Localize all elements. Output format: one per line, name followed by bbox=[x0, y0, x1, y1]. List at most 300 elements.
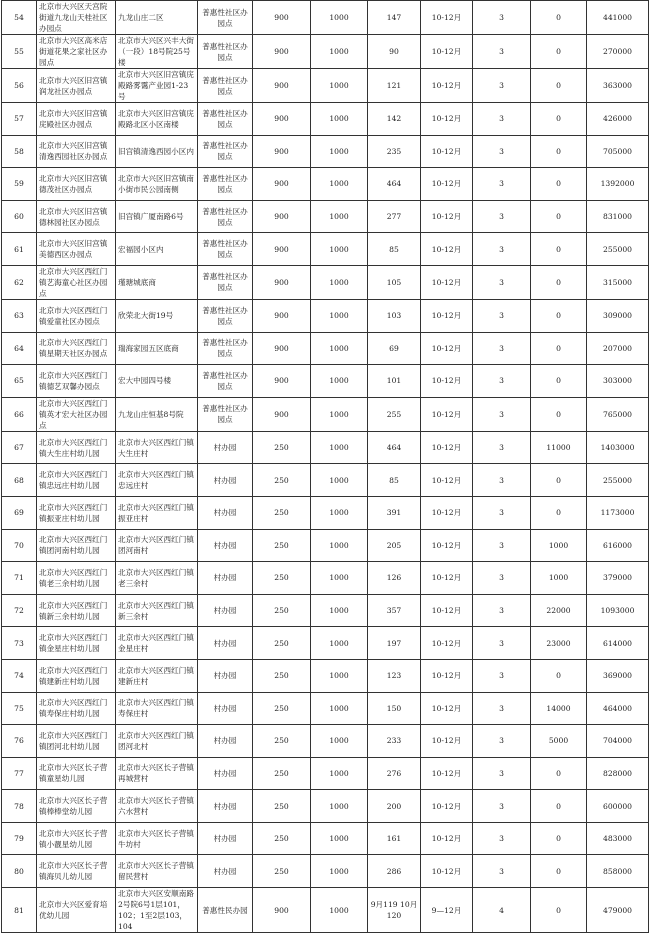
cell-cap: 1000 bbox=[311, 562, 368, 595]
cell-total: 255000 bbox=[587, 464, 649, 497]
subsidy-table bbox=[1, 0, 649, 933]
cell-subsidy: 0 bbox=[531, 822, 587, 855]
cell-total: 309000 bbox=[587, 299, 649, 332]
cell-period: 10-12月 bbox=[421, 397, 473, 431]
cell-fee: 250 bbox=[253, 692, 311, 725]
cell-fee: 250 bbox=[253, 431, 311, 464]
cell-cap: 1000 bbox=[311, 496, 368, 529]
cell-enroll: 205 bbox=[368, 529, 421, 562]
table-row bbox=[2, 103, 649, 136]
cell-type: 村办园 bbox=[198, 659, 253, 692]
cell-type: 普惠性社区办园点 bbox=[198, 168, 253, 201]
cell-name: 北京市大兴区长子营镇海贝儿幼儿园 bbox=[37, 855, 116, 888]
cell-no: 65 bbox=[2, 365, 37, 398]
cell-name: 北京市大兴区西红门镇寿保庄村幼儿园 bbox=[37, 692, 116, 725]
cell-period: 10-12月 bbox=[421, 35, 473, 69]
table-row bbox=[2, 332, 649, 365]
cell-period: 10-12月 bbox=[421, 135, 473, 168]
cell-subsidy: 1000 bbox=[531, 529, 587, 562]
cell-months: 3 bbox=[473, 431, 531, 464]
cell-cap: 1000 bbox=[311, 855, 368, 888]
cell-type: 普惠性社区办园点 bbox=[198, 69, 253, 103]
cell-no: 79 bbox=[2, 822, 37, 855]
cell-no: 64 bbox=[2, 332, 37, 365]
cell-address: 旧宫镇清逸西园小区内 bbox=[116, 135, 198, 168]
cell-period: 10-12月 bbox=[421, 233, 473, 266]
cell-fee: 900 bbox=[253, 69, 311, 103]
cell-address: 北京市大兴区长子营镇牛坊村 bbox=[116, 822, 198, 855]
cell-fee: 250 bbox=[253, 659, 311, 692]
cell-total: 369000 bbox=[587, 659, 649, 692]
cell-enroll: 161 bbox=[368, 822, 421, 855]
cell-fee: 250 bbox=[253, 725, 311, 758]
cell-total: 441000 bbox=[587, 1, 649, 35]
cell-cap: 1000 bbox=[311, 822, 368, 855]
cell-period: 10-12月 bbox=[421, 431, 473, 464]
cell-enroll: 103 bbox=[368, 299, 421, 332]
cell-enroll: 464 bbox=[368, 431, 421, 464]
cell-subsidy: 0 bbox=[531, 69, 587, 103]
cell-period: 10-12月 bbox=[421, 103, 473, 136]
table-row bbox=[2, 69, 649, 103]
cell-address: 宏福园小区内 bbox=[116, 233, 198, 266]
cell-fee: 900 bbox=[253, 332, 311, 365]
cell-no: 68 bbox=[2, 464, 37, 497]
cell-enroll: 200 bbox=[368, 790, 421, 823]
cell-cap: 1000 bbox=[311, 1, 368, 35]
table-row bbox=[2, 888, 649, 933]
cell-period: 10-12月 bbox=[421, 594, 473, 627]
cell-fee: 900 bbox=[253, 233, 311, 266]
cell-months: 3 bbox=[473, 397, 531, 431]
cell-fee: 900 bbox=[253, 299, 311, 332]
cell-total: 616000 bbox=[587, 529, 649, 562]
cell-no: 71 bbox=[2, 562, 37, 595]
cell-total: 315000 bbox=[587, 265, 649, 299]
cell-type: 村办园 bbox=[198, 822, 253, 855]
cell-address: 北京市大兴区西红门镇寿保庄村 bbox=[116, 692, 198, 725]
cell-name: 北京市大兴区西红门镇振亚庄村幼儿园 bbox=[37, 496, 116, 529]
cell-period: 10-12月 bbox=[421, 659, 473, 692]
cell-name: 北京市大兴区西红门镇艺海童心社区办园点 bbox=[37, 265, 116, 299]
cell-cap: 1000 bbox=[311, 692, 368, 725]
cell-type: 普惠性社区办园点 bbox=[198, 397, 253, 431]
table-row bbox=[2, 496, 649, 529]
cell-cap: 1000 bbox=[311, 888, 368, 933]
cell-subsidy: 22000 bbox=[531, 594, 587, 627]
cell-cap: 1000 bbox=[311, 594, 368, 627]
cell-no: 58 bbox=[2, 135, 37, 168]
cell-subsidy: 0 bbox=[531, 757, 587, 790]
cell-fee: 900 bbox=[253, 200, 311, 233]
cell-months: 3 bbox=[473, 855, 531, 888]
cell-enroll: 69 bbox=[368, 332, 421, 365]
cell-fee: 250 bbox=[253, 594, 311, 627]
cell-subsidy: 0 bbox=[531, 299, 587, 332]
cell-months: 3 bbox=[473, 757, 531, 790]
cell-subsidy: 0 bbox=[531, 365, 587, 398]
cell-fee: 250 bbox=[253, 464, 311, 497]
table-row bbox=[2, 397, 649, 431]
cell-no: 63 bbox=[2, 299, 37, 332]
cell-no: 56 bbox=[2, 69, 37, 103]
cell-months: 3 bbox=[473, 135, 531, 168]
cell-address: 北京市大兴区西红门镇建新庄村 bbox=[116, 659, 198, 692]
cell-months: 3 bbox=[473, 69, 531, 103]
cell-type: 村办园 bbox=[198, 431, 253, 464]
cell-period: 10-12月 bbox=[421, 265, 473, 299]
cell-subsidy: 0 bbox=[531, 233, 587, 266]
cell-months: 3 bbox=[473, 103, 531, 136]
cell-enroll: 150 bbox=[368, 692, 421, 725]
cell-subsidy: 0 bbox=[531, 103, 587, 136]
cell-months: 3 bbox=[473, 822, 531, 855]
table-row bbox=[2, 1, 649, 35]
cell-name: 北京市大兴区旧宫镇清逸西园社区办园点 bbox=[37, 135, 116, 168]
cell-cap: 1000 bbox=[311, 332, 368, 365]
cell-type: 村办园 bbox=[198, 464, 253, 497]
cell-subsidy: 1000 bbox=[531, 562, 587, 595]
cell-cap: 1000 bbox=[311, 103, 368, 136]
cell-months: 3 bbox=[473, 464, 531, 497]
table-row bbox=[2, 822, 649, 855]
cell-cap: 1000 bbox=[311, 529, 368, 562]
cell-address: 北京市大兴区兴丰大街（一段）18号院25号楼 bbox=[116, 35, 198, 69]
cell-fee: 900 bbox=[253, 265, 311, 299]
cell-type: 村办园 bbox=[198, 790, 253, 823]
cell-no: 60 bbox=[2, 200, 37, 233]
cell-cap: 1000 bbox=[311, 233, 368, 266]
cell-period: 9—12月 bbox=[421, 888, 473, 933]
cell-subsidy: 0 bbox=[531, 168, 587, 201]
cell-enroll: 147 bbox=[368, 1, 421, 35]
cell-cap: 1000 bbox=[311, 168, 368, 201]
cell-total: 704000 bbox=[587, 725, 649, 758]
cell-subsidy: 14000 bbox=[531, 692, 587, 725]
table-row bbox=[2, 35, 649, 69]
cell-cap: 1000 bbox=[311, 397, 368, 431]
cell-address: 欣荣北大街19号 bbox=[116, 299, 198, 332]
cell-period: 10-12月 bbox=[421, 496, 473, 529]
cell-name: 北京市大兴区爱育培优幼儿园 bbox=[37, 888, 116, 933]
cell-address: 北京市大兴区旧宫镇南小街市民公园南侧 bbox=[116, 168, 198, 201]
cell-months: 3 bbox=[473, 529, 531, 562]
cell-cap: 1000 bbox=[311, 265, 368, 299]
cell-type: 村办园 bbox=[198, 757, 253, 790]
cell-fee: 900 bbox=[253, 103, 311, 136]
cell-subsidy: 0 bbox=[531, 464, 587, 497]
cell-no: 59 bbox=[2, 168, 37, 201]
cell-subsidy: 0 bbox=[531, 35, 587, 69]
cell-total: 1392000 bbox=[587, 168, 649, 201]
table-row bbox=[2, 365, 649, 398]
cell-cap: 1000 bbox=[311, 299, 368, 332]
table-row bbox=[2, 168, 649, 201]
cell-fee: 900 bbox=[253, 888, 311, 933]
cell-period: 10-12月 bbox=[421, 69, 473, 103]
cell-fee: 250 bbox=[253, 496, 311, 529]
cell-address: 瑾瑭城底商 bbox=[116, 265, 198, 299]
cell-name: 北京市大兴区西红门镇德艺双馨办园点 bbox=[37, 365, 116, 398]
cell-total: 1403000 bbox=[587, 431, 649, 464]
cell-type: 普惠性社区办园点 bbox=[198, 103, 253, 136]
cell-months: 3 bbox=[473, 790, 531, 823]
cell-fee: 250 bbox=[253, 757, 311, 790]
cell-name: 北京市大兴区长子营镇小靓星幼儿园 bbox=[37, 822, 116, 855]
cell-cap: 1000 bbox=[311, 725, 368, 758]
cell-period: 10-12月 bbox=[421, 790, 473, 823]
cell-name: 北京市大兴区西红门镇新三余村幼儿园 bbox=[37, 594, 116, 627]
cell-subsidy: 11000 bbox=[531, 431, 587, 464]
table-row bbox=[2, 855, 649, 888]
cell-name: 北京市大兴区长子营镇棒棒堂幼儿园 bbox=[37, 790, 116, 823]
table-row bbox=[2, 299, 649, 332]
cell-type: 村办园 bbox=[198, 855, 253, 888]
cell-no: 62 bbox=[2, 265, 37, 299]
cell-total: 464000 bbox=[587, 692, 649, 725]
cell-total: 828000 bbox=[587, 757, 649, 790]
cell-type: 普惠性社区办园点 bbox=[198, 299, 253, 332]
cell-period: 10-12月 bbox=[421, 757, 473, 790]
cell-address: 北京市大兴区西红门镇团河北村 bbox=[116, 725, 198, 758]
cell-fee: 250 bbox=[253, 529, 311, 562]
cell-subsidy: 5000 bbox=[531, 725, 587, 758]
cell-period: 10-12月 bbox=[421, 1, 473, 35]
cell-enroll: 286 bbox=[368, 855, 421, 888]
cell-period: 10-12月 bbox=[421, 200, 473, 233]
cell-cap: 1000 bbox=[311, 627, 368, 660]
cell-period: 10-12月 bbox=[421, 529, 473, 562]
cell-total: 303000 bbox=[587, 365, 649, 398]
cell-address: 北京市大兴区长子营镇留民营村 bbox=[116, 855, 198, 888]
cell-cap: 1000 bbox=[311, 365, 368, 398]
cell-total: 858000 bbox=[587, 855, 649, 888]
cell-period: 10-12月 bbox=[421, 855, 473, 888]
cell-months: 3 bbox=[473, 659, 531, 692]
cell-period: 10-12月 bbox=[421, 692, 473, 725]
cell-address: 北京市大兴区安顺南路2号院6号1层101，102；1至2层103，104 bbox=[116, 888, 198, 933]
cell-name: 北京市大兴区高米店街道花果之家社区办园点 bbox=[37, 35, 116, 69]
cell-name: 北京市大兴区西红门镇老三余村幼儿园 bbox=[37, 562, 116, 595]
cell-months: 3 bbox=[473, 496, 531, 529]
cell-months: 3 bbox=[473, 594, 531, 627]
cell-fee: 900 bbox=[253, 135, 311, 168]
cell-months: 3 bbox=[473, 627, 531, 660]
cell-cap: 1000 bbox=[311, 790, 368, 823]
cell-fee: 250 bbox=[253, 822, 311, 855]
cell-address: 宏大中园四号楼 bbox=[116, 365, 198, 398]
table-row bbox=[2, 790, 649, 823]
cell-months: 3 bbox=[473, 562, 531, 595]
cell-months: 3 bbox=[473, 365, 531, 398]
cell-cap: 1000 bbox=[311, 757, 368, 790]
cell-enroll: 90 bbox=[368, 35, 421, 69]
cell-type: 村办园 bbox=[198, 692, 253, 725]
cell-no: 72 bbox=[2, 594, 37, 627]
cell-cap: 1000 bbox=[311, 464, 368, 497]
cell-cap: 1000 bbox=[311, 135, 368, 168]
cell-no: 57 bbox=[2, 103, 37, 136]
cell-address: 旧宫镇广厦南路6号 bbox=[116, 200, 198, 233]
cell-enroll: 123 bbox=[368, 659, 421, 692]
cell-subsidy: 0 bbox=[531, 135, 587, 168]
cell-period: 10-12月 bbox=[421, 365, 473, 398]
cell-type: 村办园 bbox=[198, 529, 253, 562]
table-row bbox=[2, 594, 649, 627]
cell-name: 北京市大兴区西红门镇团河北村幼儿园 bbox=[37, 725, 116, 758]
table-row bbox=[2, 692, 649, 725]
cell-address: 北京市大兴区西红门镇金星庄村 bbox=[116, 627, 198, 660]
cell-type: 普惠性民办园 bbox=[198, 888, 253, 933]
cell-no: 74 bbox=[2, 659, 37, 692]
cell-total: 600000 bbox=[587, 790, 649, 823]
cell-enroll: 101 bbox=[368, 365, 421, 398]
cell-name: 北京市大兴区旧宫镇德林园社区办园点 bbox=[37, 200, 116, 233]
cell-enroll: 276 bbox=[368, 757, 421, 790]
cell-fee: 900 bbox=[253, 397, 311, 431]
cell-type: 村办园 bbox=[198, 562, 253, 595]
cell-address: 北京市大兴区西红门镇新三余村 bbox=[116, 594, 198, 627]
cell-subsidy: 0 bbox=[531, 332, 587, 365]
cell-enroll: 126 bbox=[368, 562, 421, 595]
cell-enroll: 121 bbox=[368, 69, 421, 103]
cell-months: 3 bbox=[473, 265, 531, 299]
cell-period: 10-12月 bbox=[421, 627, 473, 660]
cell-name: 北京市大兴区西红门镇金星庄村幼儿园 bbox=[37, 627, 116, 660]
table-row bbox=[2, 757, 649, 790]
cell-subsidy: 0 bbox=[531, 397, 587, 431]
cell-enroll: 391 bbox=[368, 496, 421, 529]
cell-address: 瑞海家园五区底商 bbox=[116, 332, 198, 365]
cell-enroll: 9月119 10月120 bbox=[368, 888, 421, 933]
cell-name: 北京市大兴区西红门镇团河南村幼儿园 bbox=[37, 529, 116, 562]
cell-address: 北京市大兴区旧宫镇庑殿路雾霭产业园1-23号 bbox=[116, 69, 198, 103]
cell-months: 3 bbox=[473, 299, 531, 332]
cell-type: 普惠性社区办园点 bbox=[198, 135, 253, 168]
cell-cap: 1000 bbox=[311, 69, 368, 103]
cell-no: 55 bbox=[2, 35, 37, 69]
cell-cap: 1000 bbox=[311, 200, 368, 233]
cell-name: 北京市大兴区西红门镇大生庄村幼儿园 bbox=[37, 431, 116, 464]
cell-enroll: 235 bbox=[368, 135, 421, 168]
cell-name: 北京市大兴区旧宫镇德茂社区办园点 bbox=[37, 168, 116, 201]
cell-fee: 250 bbox=[253, 627, 311, 660]
table-row bbox=[2, 431, 649, 464]
cell-period: 10-12月 bbox=[421, 332, 473, 365]
table-row bbox=[2, 464, 649, 497]
cell-total: 614000 bbox=[587, 627, 649, 660]
cell-no: 75 bbox=[2, 692, 37, 725]
table-row bbox=[2, 233, 649, 266]
cell-no: 78 bbox=[2, 790, 37, 823]
cell-no: 77 bbox=[2, 757, 37, 790]
table-row bbox=[2, 725, 649, 758]
cell-fee: 900 bbox=[253, 35, 311, 69]
cell-total: 379000 bbox=[587, 562, 649, 595]
cell-address: 九龙山庄二区 bbox=[116, 1, 198, 35]
cell-name: 北京市大兴区西红门镇星期天社区办园点 bbox=[37, 332, 116, 365]
cell-no: 69 bbox=[2, 496, 37, 529]
cell-enroll: 85 bbox=[368, 464, 421, 497]
cell-months: 3 bbox=[473, 692, 531, 725]
cell-name: 北京市大兴区西红门镇英才宏大社区办园点 bbox=[37, 397, 116, 431]
table-row bbox=[2, 200, 649, 233]
cell-enroll: 255 bbox=[368, 397, 421, 431]
cell-months: 3 bbox=[473, 200, 531, 233]
cell-months: 3 bbox=[473, 35, 531, 69]
cell-no: 80 bbox=[2, 855, 37, 888]
cell-name: 北京市大兴区西红门镇建新庄村幼儿园 bbox=[37, 659, 116, 692]
cell-address: 北京市大兴区西红门镇振亚庄村 bbox=[116, 496, 198, 529]
table-row bbox=[2, 529, 649, 562]
cell-address: 九龙山庄恒基8号院 bbox=[116, 397, 198, 431]
cell-name: 北京市大兴区旧宫镇美德西区办园点 bbox=[37, 233, 116, 266]
cell-type: 普惠性社区办园点 bbox=[198, 332, 253, 365]
cell-fee: 900 bbox=[253, 365, 311, 398]
table-row bbox=[2, 562, 649, 595]
cell-address: 北京市大兴区旧宫镇庑殿路北区小区南楼 bbox=[116, 103, 198, 136]
cell-cap: 1000 bbox=[311, 35, 368, 69]
cell-type: 村办园 bbox=[198, 594, 253, 627]
cell-name: 北京市大兴区旧宫镇润龙社区办园点 bbox=[37, 69, 116, 103]
cell-total: 483000 bbox=[587, 822, 649, 855]
cell-type: 普惠性社区办园点 bbox=[198, 200, 253, 233]
cell-total: 1093000 bbox=[587, 594, 649, 627]
cell-type: 普惠性社区办园点 bbox=[198, 35, 253, 69]
cell-months: 3 bbox=[473, 1, 531, 35]
cell-fee: 900 bbox=[253, 168, 311, 201]
cell-period: 10-12月 bbox=[421, 464, 473, 497]
cell-subsidy: 0 bbox=[531, 888, 587, 933]
cell-subsidy: 0 bbox=[531, 200, 587, 233]
cell-months: 3 bbox=[473, 233, 531, 266]
cell-subsidy: 0 bbox=[531, 265, 587, 299]
cell-type: 普惠性社区办园点 bbox=[198, 1, 253, 35]
cell-enroll: 85 bbox=[368, 233, 421, 266]
cell-period: 10-12月 bbox=[421, 168, 473, 201]
cell-no: 66 bbox=[2, 397, 37, 431]
table-row bbox=[2, 135, 649, 168]
cell-subsidy: 0 bbox=[531, 496, 587, 529]
table-row bbox=[2, 627, 649, 660]
cell-total: 1173000 bbox=[587, 496, 649, 529]
cell-enroll: 277 bbox=[368, 200, 421, 233]
cell-period: 10-12月 bbox=[421, 562, 473, 595]
cell-enroll: 197 bbox=[368, 627, 421, 660]
cell-enroll: 233 bbox=[368, 725, 421, 758]
cell-total: 426000 bbox=[587, 103, 649, 136]
cell-type: 村办园 bbox=[198, 725, 253, 758]
cell-fee: 900 bbox=[253, 1, 311, 35]
cell-name: 北京市大兴区西红门镇忠远庄村幼儿园 bbox=[37, 464, 116, 497]
cell-enroll: 464 bbox=[368, 168, 421, 201]
cell-cap: 1000 bbox=[311, 431, 368, 464]
cell-months: 4 bbox=[473, 888, 531, 933]
cell-months: 3 bbox=[473, 332, 531, 365]
cell-enroll: 105 bbox=[368, 265, 421, 299]
cell-fee: 250 bbox=[253, 855, 311, 888]
table-row bbox=[2, 265, 649, 299]
cell-subsidy: 0 bbox=[531, 855, 587, 888]
cell-total: 270000 bbox=[587, 35, 649, 69]
cell-subsidy: 23000 bbox=[531, 627, 587, 660]
cell-subsidy: 0 bbox=[531, 1, 587, 35]
cell-no: 67 bbox=[2, 431, 37, 464]
cell-no: 81 bbox=[2, 888, 37, 933]
cell-fee: 250 bbox=[253, 562, 311, 595]
cell-period: 10-12月 bbox=[421, 725, 473, 758]
cell-months: 3 bbox=[473, 725, 531, 758]
